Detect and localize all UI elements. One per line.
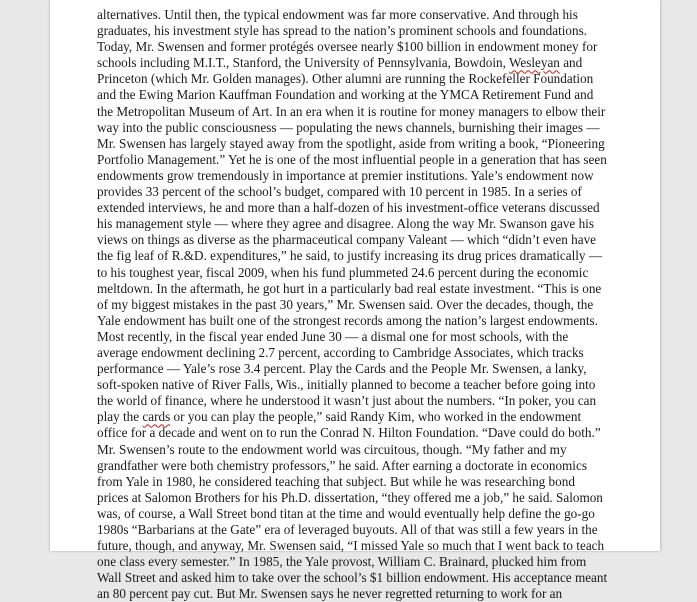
text-line: one class every semester.” In 1985, the Yale provost, William C. Brainard, plucked him from: [97, 554, 587, 570]
spellcheck-flagged-word[interactable]: Wesleyan: [508, 55, 560, 71]
text-line: future, though, and anyway, Mr. Swensen said, “I missed Yale so much that I went back to teach: [97, 538, 605, 554]
text-line: grandfather were both chemistry professors,” he said. After earning a doctorate in economics: [97, 457, 587, 473]
text-line: 1980s “Barbarians at the Gate” era of leveraged buyouts. All of that was still a few years in the: [97, 522, 598, 537]
text-line: Mr. Swensen has largely stayed away from the spotlight, aside from writing a book, “Pioneering: [97, 135, 605, 151]
text-line: his management style — where they agree and disagree. Along the way Mr. Swanson gave his: [97, 216, 594, 232]
text-line: of my biggest mistakes in the past 30 years,” Mr. Swensen said. Over the decades, though, the: [97, 296, 594, 312]
text-line: way into the public consciousness — populating the news channels, burnishing their images —: [97, 119, 600, 135]
text-line: Wall Street and asked him to take over the school’s $1 billion endowment. His acceptance meant: [97, 570, 608, 586]
text-line: [97, 409, 617, 425]
text-line: endowments grow tremendously in importance at premier institutions. Yale’s endowment now: [97, 167, 594, 183]
text-line: office for a decade and went on to run the Conrad N. Hilton Foundation. “Dave could do both.”: [97, 425, 601, 441]
text-line: from Yale in 1980, he considered teaching that subject. But while he was researching bond: [97, 473, 575, 489]
text-segment: and: [559, 55, 583, 71]
document-page[interactable]: [50, 0, 660, 602]
text-line: extended interviews, he and more than a half-dozen of his investment-office veterans discussed: [97, 200, 600, 216]
text-segment: schools including M.I.T., Stanford, the University of Pennsylvania, Bowdoin,: [97, 55, 509, 71]
text-line: to his toughest year, fiscal 2009, when his fund plummeted 24.6 percent during the economic: [97, 264, 589, 280]
text-segment: play the: [97, 409, 143, 425]
text-line: alternatives. Until then, the typical endowment was far more conservative. And through his: [97, 7, 578, 22]
text-line: [97, 55, 617, 71]
text-line: Most recently, in the fiscal year ended June 30 — a dismal one for most schools, with the: [97, 328, 569, 344]
text-line: Mr. Swensen’s route to the endowment world was circuitous, though. “My father and my: [97, 441, 567, 457]
text-line: and the Ewing Marion Kauffman Foundation and working at the YMCA Retirement Fund and: [97, 87, 594, 103]
text-line: meltdown. In the aftermath, he got hurt in a particularly bad real estate investment. “This is one: [97, 280, 602, 296]
text-line: performance — Yale’s rose 3.4 percent. Play the Cards and the People Mr. Swensen, a lanky,: [97, 361, 587, 377]
text-line: graduates, his investment style has spread to the nation’s prominent schools and foundations.: [97, 23, 588, 39]
text-line: the Metropolitan Museum of Art. In an era when it is routine for money managers to elbow their: [97, 103, 606, 119]
text-line: Portfolio Management.” Yet he is one of the most influential people in a generation that has seen: [97, 151, 607, 167]
text-line: average endowment declining 2.7 percent, according to Cambridge Associates, which tracks: [97, 344, 584, 360]
text-line: was, of course, a Wall Street bond titan at the time and would eventually help define the go-go: [97, 505, 595, 521]
text-line: provides 33 percent of the school’s budget, compared with 10 percent in 1985. In a series of: [97, 184, 582, 200]
text-line: soft-spoken native of River Falls, Wis., initially planned to become a teacher before going into: [97, 377, 596, 393]
spellcheck-flagged-word[interactable]: cards: [142, 409, 171, 425]
text-line: views on things as diverse as the pharmaceutical company Valeant — which “didn’t even have: [97, 232, 597, 248]
text-line: Yale endowment has built one of the strongest records among the nation’s largest endowments.: [97, 312, 598, 328]
text-line: Today, Mr. Swensen and former protégés oversee nearly $100 billion in endowment money for: [97, 39, 598, 55]
text-line: prices at Salomon Brothers for his Ph.D. dissertation, “they offered me a job,” he said. Salomon: [97, 489, 603, 505]
text-line: the fig leaf of R.&D. expenditures,” he said, to justify increasing its drug prices dramatically —: [97, 248, 603, 264]
text-line: Princeton (which Mr. Golden manages). Other alumni are running the Rockefeller Foundation: [97, 71, 594, 87]
text-segment: or you can play the people,” said Randy Kim, who worked in the endowment: [170, 409, 582, 425]
document-body[interactable]: [97, 7, 617, 602]
text-line: an 80 percent pay cut. But Mr. Swensen says he never regretted returning to work for an: [97, 586, 563, 602]
text-line: the world of finance, where he understood it wasn’t just about the numbers. “In poker, you can: [97, 393, 597, 409]
